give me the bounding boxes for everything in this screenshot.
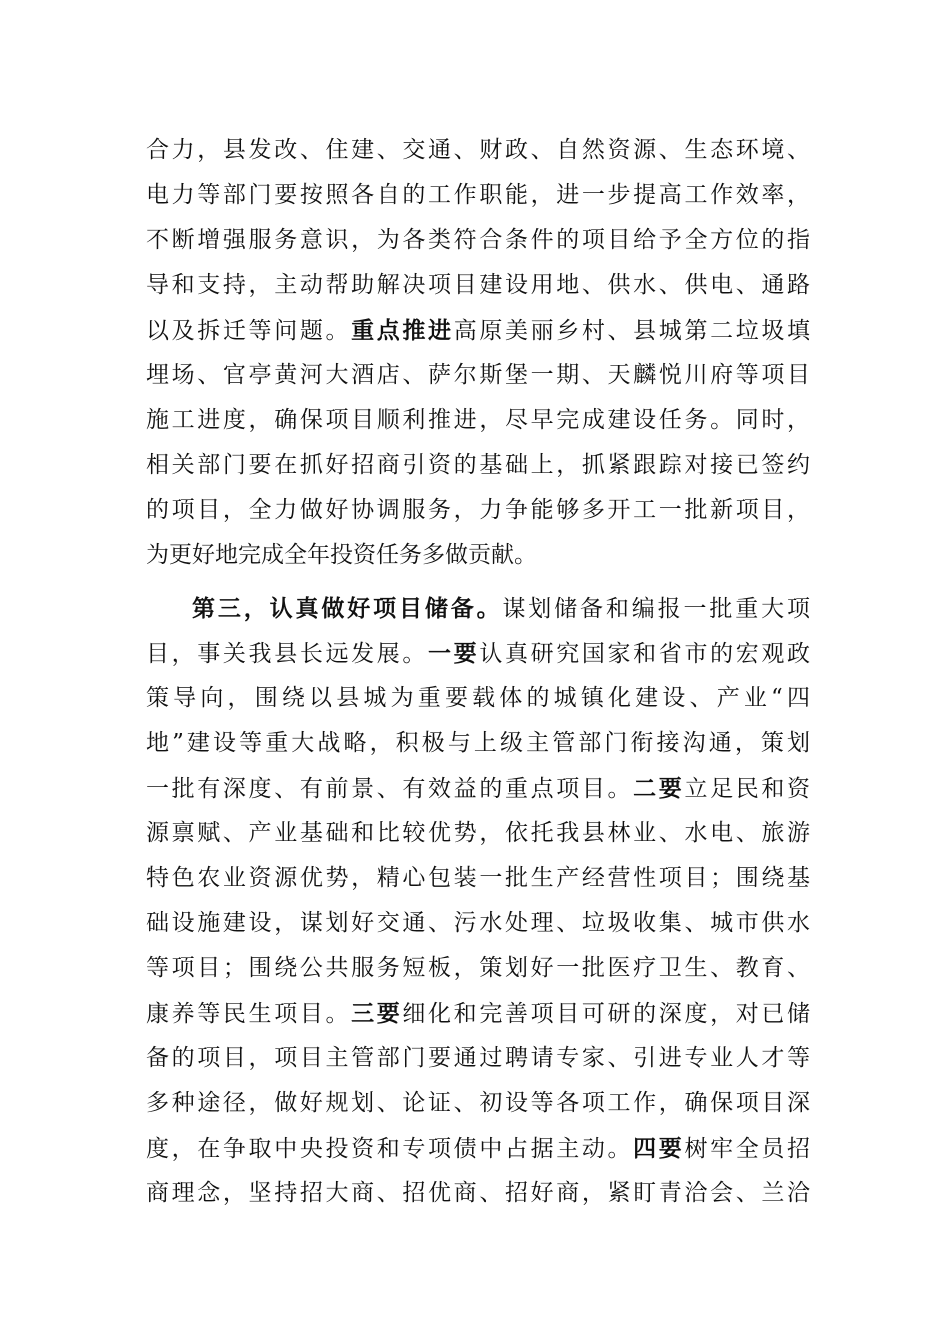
text-line	[146, 586, 810, 631]
text-line: 电力等部门要按照各自的工作职能，进一步提高工作效率，	[146, 182, 810, 208]
paragraph-1	[146, 128, 810, 578]
bold-emphasis: 重点推进	[351, 317, 454, 344]
text-line: 施工进度，确保项目顺利推进，尽早完成建设任务。同时，	[146, 407, 810, 433]
text-line	[146, 991, 810, 1036]
text-line: 等项目；围绕公共服务短板，策划好一批医疗卫生、教育、	[146, 955, 810, 981]
text-line: 策导向，围绕以县城为重要载体的城镇化建设、产业“四	[146, 685, 810, 711]
text-line: 备的项目，项目主管部门要通过聘请专家、引进专业人才等	[146, 1045, 810, 1071]
text-line: 为更好地完成全年投资任务多做贡献。	[146, 542, 537, 568]
text-line: 埋场、官亭黄河大酒店、萨尔斯堡一期、天麟悦川府等项目	[146, 362, 810, 388]
paragraph-gap	[146, 578, 810, 586]
text-line: 特色农业资源优势，精心包装一批生产经营性项目；围绕基	[146, 865, 810, 891]
bold-emphasis: 四要	[633, 1135, 685, 1162]
paragraph-2	[146, 586, 810, 1216]
text-line: 相关部门要在抓好招商引资的基础上，抓紧跟踪对接已签约	[146, 452, 810, 478]
text-line: 多种途径，做好规划、论证、初设等各项工作，确保项目深	[146, 1090, 810, 1116]
text-line: 导和支持，主动帮助解决项目建设用地、供水、供电、通路	[146, 272, 810, 298]
text-line: 合力，县发改、住建、交通、财政、自然资源、生态环境、	[146, 137, 810, 163]
text-run: 高原美丽乡村、县城第二垃圾填	[453, 318, 811, 344]
text-run: 立足民和资	[684, 776, 811, 802]
text-run: 度，在争取中央投资和专项债中占据主动。	[146, 1136, 634, 1162]
text-line	[146, 1126, 810, 1171]
text-line: 商理念，坚持招大商、招优商、招好商，紧盯青洽会、兰洽	[146, 1180, 810, 1206]
text-line: 不断增强服务意识，为各类符合条件的项目给予全方位的指	[146, 227, 810, 253]
text-run: 一批有深度、有前景、有效益的重点项目。	[146, 776, 634, 802]
text-run: 谋划储备和编报一批重大项	[502, 596, 811, 622]
text-run: 认真研究国家和省市的宏观政	[479, 641, 811, 667]
bold-emphasis: 三要	[351, 1000, 403, 1027]
bold-emphasis: 二要	[633, 775, 685, 802]
text-line: 源禀赋、产业基础和比较优势，依托我县林业、水电、旅游	[146, 820, 810, 846]
text-line: 础设施建设，谋划好交通、污水处理、垃圾收集、城市供水	[146, 910, 810, 936]
text-run: 以及拆迁等问题。	[146, 318, 352, 344]
text-line: 地”建设等重大战略，积极与上级主管部门衔接沟通，策划	[146, 730, 810, 756]
text-run: 细化和完善项目可研的深度，对已储	[402, 1001, 811, 1027]
section-heading: 第三，认真做好项目储备。	[192, 595, 503, 622]
text-line: 的项目，全力做好协调服务，力争能够多开工一批新项目，	[146, 497, 810, 523]
text-line	[146, 766, 810, 811]
text-line	[146, 308, 810, 353]
text-run: 树牢全员招	[684, 1136, 811, 1162]
text-run: 康养等民生项目。	[146, 1001, 352, 1027]
body-text	[146, 128, 810, 1216]
text-line	[146, 631, 810, 676]
bold-emphasis: 一要	[428, 640, 480, 667]
text-run: 目，事关我县长远发展。	[146, 641, 429, 667]
